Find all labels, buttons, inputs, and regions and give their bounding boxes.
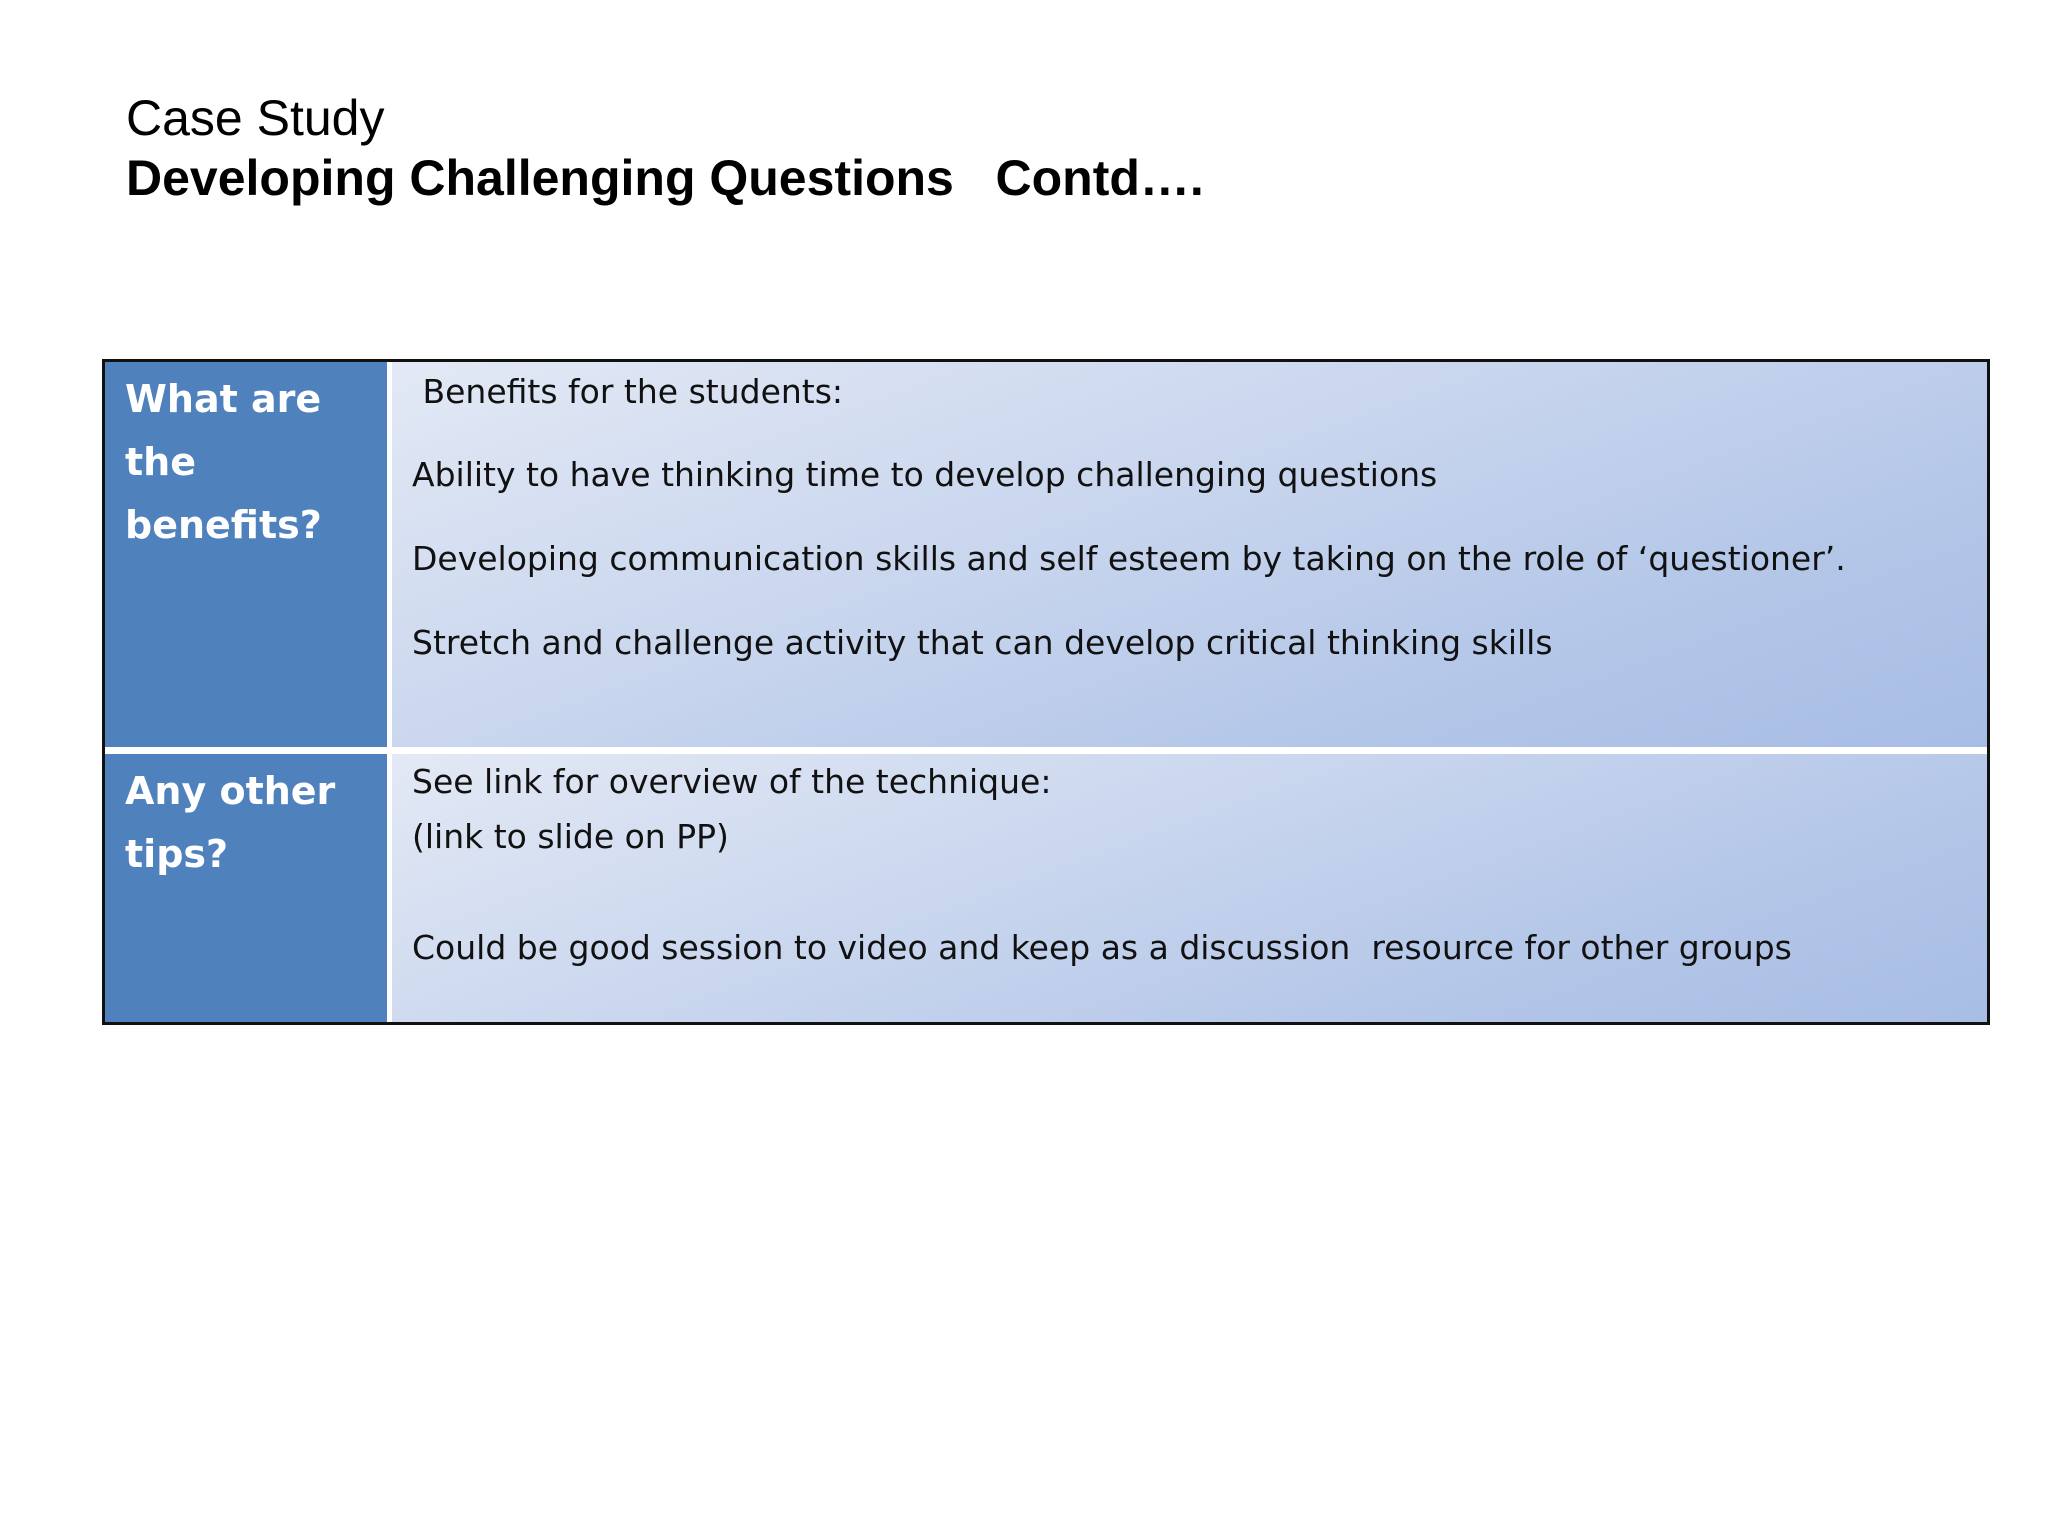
tip-line: Could be good session to video and keep as a discussion resource for other groups bbox=[412, 928, 1792, 967]
slide-link-text: (link to slide on PP) bbox=[412, 817, 729, 856]
row-label-tips: Any other tips? bbox=[105, 754, 387, 1022]
row-content-tips bbox=[392, 754, 1987, 1022]
title-main: Developing Challenging Questions Contd…. bbox=[126, 150, 1204, 206]
row-label-benefits: What are the benefits? bbox=[105, 362, 387, 747]
benefit-item: Developing communication skills and self esteem by taking on the role of ‘questioner’. bbox=[412, 539, 1846, 578]
benefit-item: Ability to have thinking time to develop challenging questions bbox=[412, 455, 1438, 494]
tip-line: See link for overview of the technique: bbox=[412, 762, 1052, 801]
title-case-study: Case Study bbox=[126, 90, 385, 146]
benefit-item: Stretch and challenge activity that can develop critical thinking skills bbox=[412, 623, 1553, 662]
benefits-heading: Benefits for the students: bbox=[412, 372, 844, 411]
case-study-table bbox=[102, 359, 1990, 1025]
row-divider bbox=[105, 747, 1987, 754]
row-content-benefits bbox=[392, 362, 1987, 747]
table-row-tips bbox=[105, 754, 1987, 1022]
slide-title bbox=[126, 88, 1826, 208]
table-row-benefits bbox=[105, 362, 1987, 747]
